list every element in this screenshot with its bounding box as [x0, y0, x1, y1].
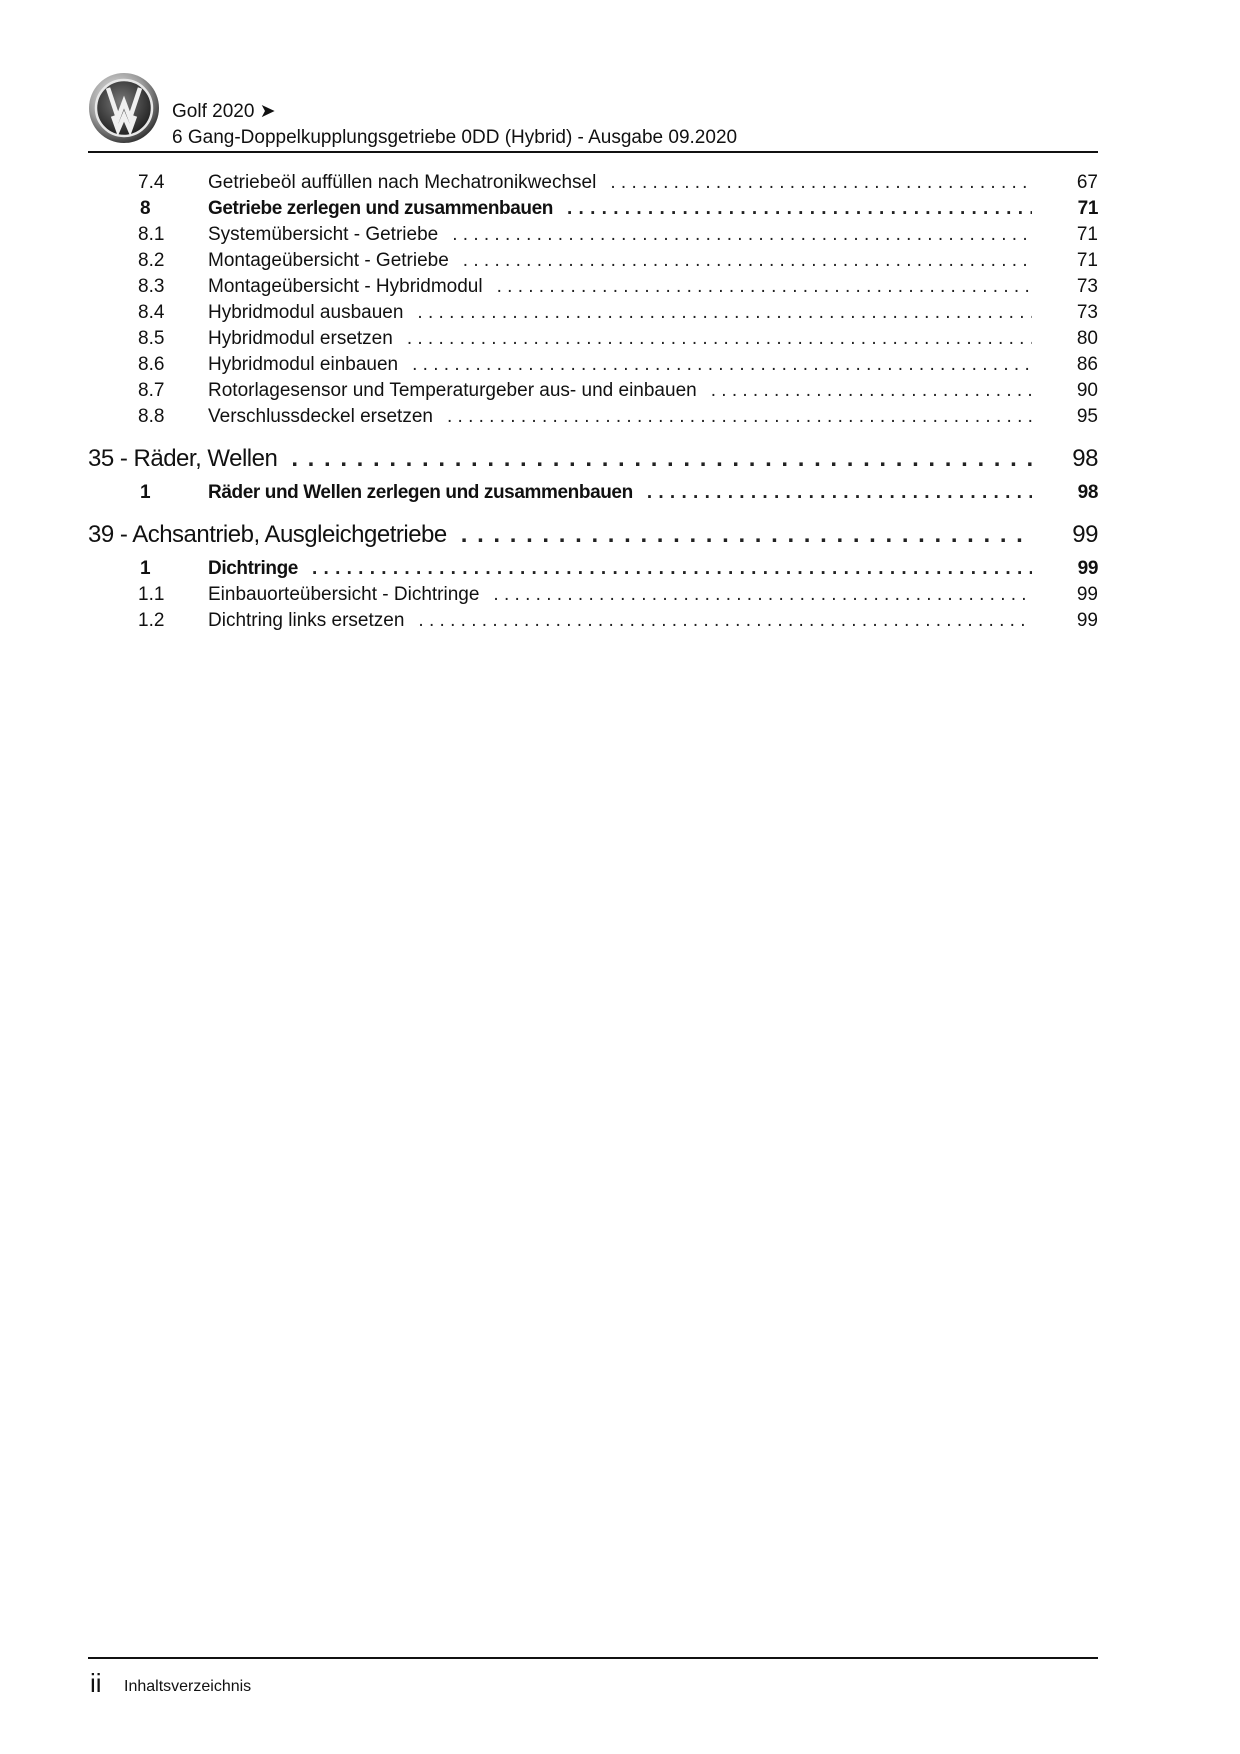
toc-leader-dots: [647, 480, 1032, 506]
toc-entry-number: 8.2: [138, 250, 165, 271]
toc-entry-page: 71: [1077, 198, 1098, 219]
toc-chapter-title: 35 - Räder, Wellen: [88, 445, 278, 472]
toc-entry-number: 8.3: [138, 276, 165, 297]
toc-entry-page: 67: [1076, 172, 1098, 193]
toc-entry-title: Getriebe zerlegen und zusammenbauen: [208, 198, 553, 219]
toc-chapter-title: 39 - Achsantrieb, Ausgleichgetriebe: [88, 521, 447, 548]
toc-entry-title: Hybridmodul einbauen: [208, 354, 399, 375]
toc-entry-page: 71: [1076, 250, 1098, 271]
toc-entry[interactable]: [88, 556, 1098, 582]
spacer: [88, 506, 1098, 518]
header-subtitle: 6 Gang-Doppelkupplungsgetriebe 0DD (Hybrid) - Ausgabe 09.2020: [172, 127, 738, 148]
toc-leader-dots: [452, 222, 1032, 248]
toc-entry-number: 8.8: [138, 406, 165, 427]
toc-entry-title: Einbauorteübersicht - Dichtringe: [208, 584, 480, 605]
toc-chapter-page: 99: [1072, 521, 1098, 548]
toc-entry-number: 8.4: [138, 302, 165, 323]
toc-entry-page: 86: [1076, 354, 1098, 375]
toc-leader-dots: [418, 608, 1032, 634]
toc-entry[interactable]: [88, 608, 1098, 634]
toc-entry-title: Verschlussdeckel ersetzen: [208, 406, 433, 427]
toc-entry[interactable]: [88, 352, 1098, 378]
toc-entry[interactable]: [88, 404, 1098, 430]
toc-entry-number: 8: [140, 198, 151, 219]
toc-entry-number: 8.1: [138, 224, 165, 245]
toc-leader-dots: [312, 556, 1032, 582]
toc-leader-dots: [407, 326, 1032, 352]
toc-entry-page: 98: [1077, 482, 1098, 503]
toc-entry-title: Montageübersicht - Getriebe: [208, 250, 449, 271]
toc-entry-number: 7.4: [138, 172, 165, 193]
footer-section-label: Inhaltsverzeichnis: [124, 1678, 252, 1695]
toc-entry[interactable]: [88, 326, 1098, 352]
spacer: [88, 430, 1098, 442]
toc-entry-title: Dichtringe: [208, 558, 298, 579]
toc-entry-title: Räder und Wellen zerlegen und zusammenbauen: [208, 482, 633, 503]
toc-entry-title: Rotorlagesensor und Temperaturgeber aus- und einbauen: [208, 380, 697, 401]
toc-entry-title: Montageübersicht - Hybridmodul: [208, 276, 483, 297]
toc-entry-number: 1: [140, 558, 151, 579]
toc-entry[interactable]: [88, 222, 1098, 248]
toc-entry-number: 8.6: [138, 354, 165, 375]
toc-entry-number: 8.5: [138, 328, 165, 349]
toc-entry[interactable]: [88, 378, 1098, 404]
vw-logo-icon: [88, 72, 160, 144]
toc-entry-page: 99: [1076, 584, 1098, 605]
toc-leader-dots: [567, 196, 1032, 222]
toc-entry[interactable]: [88, 248, 1098, 274]
toc-leader-dots: [291, 442, 1032, 476]
table-of-contents: [88, 170, 1098, 634]
toc-entry[interactable]: [88, 582, 1098, 608]
toc-entry-title: Systemübersicht - Getriebe: [208, 224, 439, 245]
toc-chapter-page: 98: [1072, 445, 1098, 472]
toc-entry-number: 1: [140, 482, 151, 503]
toc-leader-dots: [493, 582, 1032, 608]
toc-entry[interactable]: [88, 300, 1098, 326]
toc-entry-page: 99: [1076, 610, 1098, 631]
toc-leader-dots: [463, 248, 1032, 274]
toc-entry-page: 73: [1076, 276, 1098, 297]
toc-chapter-35[interactable]: [88, 442, 1098, 476]
toc-leader-dots: [417, 300, 1032, 326]
toc-entry[interactable]: [88, 170, 1098, 196]
toc-chapter-39[interactable]: [88, 518, 1098, 552]
toc-entry-title: Hybridmodul ersetzen: [208, 328, 393, 349]
toc-entry-title: Hybridmodul ausbauen: [208, 302, 404, 323]
toc-leader-dots: [461, 518, 1032, 552]
toc-entry-page: 90: [1076, 380, 1098, 401]
footer-page-number: ii: [90, 1668, 102, 1698]
toc-leader-dots: [711, 378, 1032, 404]
toc-entry-number: 8.7: [138, 380, 165, 401]
toc-entry-page: 80: [1076, 328, 1098, 349]
toc-entry-page: 71: [1076, 224, 1098, 245]
toc-entry-number: 1.2: [138, 610, 165, 631]
toc-entry-number: 1.1: [138, 584, 165, 605]
toc-entry-title: Getriebeöl auffüllen nach Mechatronikwechsel: [208, 172, 597, 193]
header-divider: [88, 151, 1098, 153]
toc-leader-dots: [497, 274, 1032, 300]
toc-entry[interactable]: [88, 480, 1098, 506]
toc-entry[interactable]: [88, 196, 1098, 222]
toc-entry[interactable]: [88, 274, 1098, 300]
toc-leader-dots: [447, 404, 1032, 430]
toc-entry-page: 95: [1076, 406, 1098, 427]
toc-entry-page: 99: [1077, 558, 1098, 579]
toc-entry-page: 73: [1076, 302, 1098, 323]
header-model: Golf 2020 ➤: [172, 101, 276, 122]
footer-divider: [88, 1657, 1098, 1659]
toc-leader-dots: [412, 352, 1032, 378]
toc-leader-dots: [610, 170, 1032, 196]
toc-entry-title: Dichtring links ersetzen: [208, 610, 405, 631]
